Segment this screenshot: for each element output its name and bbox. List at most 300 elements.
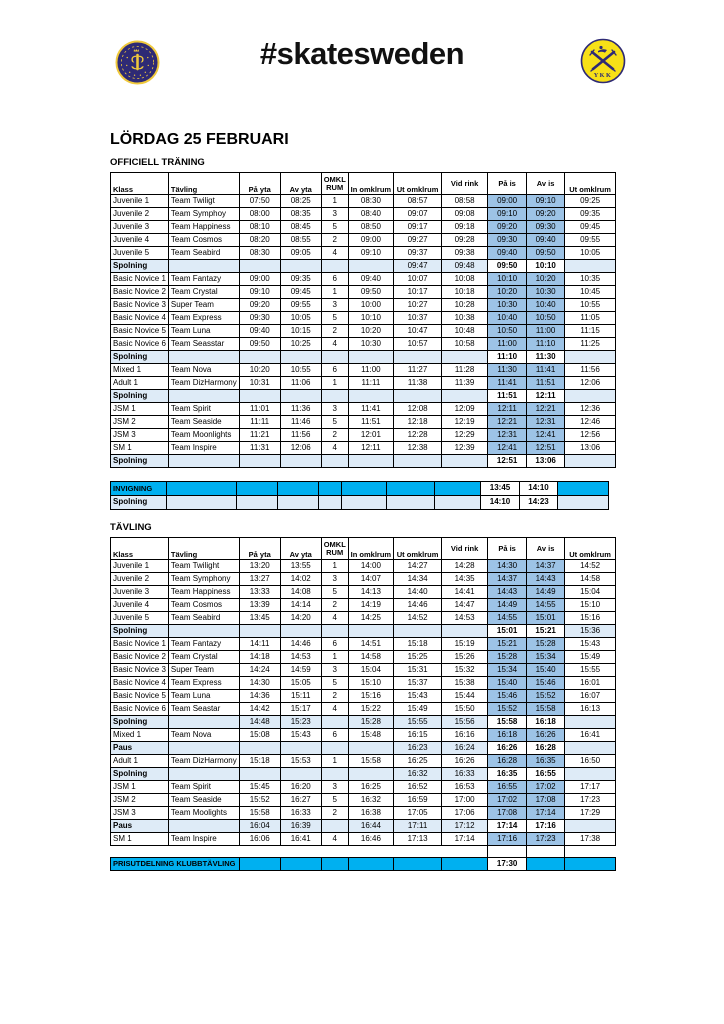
cell-tavling: Team Express (168, 312, 239, 325)
cell-klass: Adult 1 (111, 377, 169, 390)
cell-ut-omklrum: 09:27 (394, 234, 442, 247)
cell-omkl-rum: 3 (321, 573, 348, 586)
cell-pa-is: 16:26 (488, 742, 527, 755)
cell-klass: Juvenile 1 (111, 560, 169, 573)
cell-tavling: Team Seasstar (168, 338, 239, 351)
officiell-traning-table (110, 172, 616, 468)
cell-av-is: 11:30 (527, 351, 565, 364)
cell-av-yta: 08:25 (280, 195, 321, 208)
cell-av-yta: 16:27 (280, 794, 321, 807)
break-row (111, 820, 616, 833)
cell-av-yta: 09:55 (280, 299, 321, 312)
team-row (111, 325, 616, 338)
event-row (111, 858, 616, 871)
cell-omkl-rum (321, 742, 348, 755)
col-header-av-yta: Av yta (280, 538, 321, 560)
cell-ut-omklrum: 15:55 (394, 716, 442, 729)
cell-vid-rink (442, 858, 488, 871)
cell-av-is: 09:30 (527, 221, 565, 234)
gap-row (111, 846, 616, 858)
cell-omkl-rum (319, 482, 342, 496)
cell-pa-is: 15:28 (488, 651, 527, 664)
cell-tavling (168, 455, 239, 468)
col-header-vid-rink: Vid rink (442, 538, 488, 560)
col-header-in-omklrum: In omklrum (348, 538, 393, 560)
cell-vid-rink: 15:38 (442, 677, 488, 690)
cell-ut-omklrum-2: 12:36 (565, 403, 616, 416)
col-header-omkl-rum: OMKL RUM (321, 173, 348, 195)
cell-vid-rink: 16:24 (442, 742, 488, 755)
cell-klass: Juvenile 5 (111, 612, 169, 625)
cell-pa-is: 14:10 (481, 496, 520, 510)
cell-pa-is: 16:28 (488, 755, 527, 768)
cell-omkl-rum: 6 (321, 273, 348, 286)
cell-pa-yta: 08:30 (239, 247, 280, 260)
cell-vid-rink: 15:26 (442, 651, 488, 664)
cell-av-yta: 11:56 (280, 429, 321, 442)
cell-av-is: 12:21 (527, 403, 565, 416)
cell-pa-yta (239, 455, 280, 468)
cell-pa-yta: 11:11 (239, 416, 280, 429)
cell-vid-rink: 15:56 (442, 716, 488, 729)
cell-klass: Basic Novice 2 (111, 286, 169, 299)
cell-pa-is: 10:40 (488, 312, 527, 325)
cell-ut-omklrum-2: 15:36 (565, 625, 616, 638)
cell-av-yta: 15:23 (280, 716, 321, 729)
cell-av-yta: 09:45 (280, 286, 321, 299)
cell-pa-is: 10:10 (488, 273, 527, 286)
cell-klass: Spolning (111, 716, 169, 729)
cell-av-is: 15:40 (527, 664, 565, 677)
team-row (111, 364, 616, 377)
cell-av-yta: 15:53 (280, 755, 321, 768)
cell-ut-omklrum-2 (565, 716, 616, 729)
col-header-pa-is: På is (488, 538, 527, 560)
cell-klass: Basic Novice 6 (111, 338, 169, 351)
cell-av-is: 13:06 (527, 455, 565, 468)
cell-ut-omklrum: 14:34 (394, 573, 442, 586)
cell-ut-omklrum: 15:43 (394, 690, 442, 703)
cell-pa-yta: 08:00 (239, 208, 280, 221)
cell-pa-yta: 07:50 (239, 195, 280, 208)
cell-in-omklrum: 16:38 (348, 807, 393, 820)
cell-tavling: Team Seaside (168, 416, 239, 429)
cell-av-is: 15:28 (527, 638, 565, 651)
cell-in-omklrum: 15:04 (348, 664, 393, 677)
cell-tavling: Team Twiligt (168, 195, 239, 208)
cell-in-omklrum: 12:01 (348, 429, 393, 442)
cell-av-yta: 14:02 (280, 573, 321, 586)
cell-tavling: Team Seaside (168, 794, 239, 807)
cell-ut-omklrum (394, 390, 442, 403)
cell-vid-rink: 12:39 (442, 442, 488, 455)
cell-vid-rink: 10:08 (442, 273, 488, 286)
cell-tavling: Team Crystal (168, 651, 239, 664)
cell-av-yta: 14:08 (280, 586, 321, 599)
cell-omkl-rum (321, 625, 348, 638)
cell-av-is: 14:43 (527, 573, 565, 586)
cell-omkl-rum (319, 496, 342, 510)
cell-vid-rink: 11:39 (442, 377, 488, 390)
cell-av-is: 16:55 (527, 768, 565, 781)
cell-pa-yta: 14:24 (239, 664, 280, 677)
team-row (111, 273, 616, 286)
cell-in-omklrum: 15:58 (348, 755, 393, 768)
cell-av-yta: 10:05 (280, 312, 321, 325)
cell-in-omklrum: 16:25 (348, 781, 393, 794)
cell-ut-omklrum (394, 858, 442, 871)
cell-klass: Basic Novice 1 (111, 638, 169, 651)
cell-in-omklrum: 15:22 (348, 703, 393, 716)
cell-in-omklrum: 14:13 (348, 586, 393, 599)
col-header-pa-yta: På yta (239, 538, 280, 560)
col-header-omkl-rum: OMKL RUM (321, 538, 348, 560)
cell-pa-is: 17:02 (488, 794, 527, 807)
team-row (111, 195, 616, 208)
cell-in-omklrum (342, 496, 387, 510)
team-row (111, 677, 616, 690)
cell-ut-omklrum-2: 09:25 (565, 195, 616, 208)
cell-av-is: 12:31 (527, 416, 565, 429)
cell-ut-omklrum-2: 15:49 (565, 651, 616, 664)
cell-pa-yta: 09:10 (239, 286, 280, 299)
cell-pa-is: 14:30 (488, 560, 527, 573)
cell-vid-rink: 14:41 (442, 586, 488, 599)
cell-av-is: 11:41 (527, 364, 565, 377)
cell-pa-is: 10:30 (488, 299, 527, 312)
col-header-vid-rink: Vid rink (442, 173, 488, 195)
cell-klass: Spolning (111, 496, 167, 510)
cell-klass: Spolning (111, 768, 169, 781)
cell-ut-omklrum: 14:40 (394, 586, 442, 599)
cell-av-is: 17:14 (527, 807, 565, 820)
cell-pa-yta: 10:31 (239, 377, 280, 390)
team-row (111, 208, 616, 221)
cell-pa-is: 10:20 (488, 286, 527, 299)
cell-ut-omklrum (387, 482, 435, 496)
cell-ut-omklrum (394, 351, 442, 364)
team-row (111, 312, 616, 325)
cell-av-is: 14:23 (520, 496, 558, 510)
cell-av-yta (280, 260, 321, 273)
club-logo-text: YKK (593, 72, 613, 79)
cell-tavling: Team Symphoy (168, 208, 239, 221)
team-row (111, 338, 616, 351)
cell-klass: Basic Novice 3 (111, 664, 169, 677)
cell-ut-omklrum-2: 14:58 (565, 573, 616, 586)
col-header-ut-omklrum-2: Ut omklrum (565, 538, 616, 560)
cell-vid-rink: 09:28 (442, 234, 488, 247)
cell-ut-omklrum: 12:28 (394, 429, 442, 442)
cell-av-yta: 08:45 (280, 221, 321, 234)
cell-pa-yta: 14:36 (239, 690, 280, 703)
cell-pa-is: 13:45 (481, 482, 520, 496)
cell-ut-omklrum: 09:17 (394, 221, 442, 234)
cell-pa-is: 09:50 (488, 260, 527, 273)
cell-vid-rink: 12:19 (442, 416, 488, 429)
cell-av-yta: 15:43 (280, 729, 321, 742)
cell-vid-rink (442, 625, 488, 638)
cell-av-yta: 08:55 (280, 234, 321, 247)
cell-ut-omklrum: 12:18 (394, 416, 442, 429)
cell-vid-rink: 14:28 (442, 560, 488, 573)
cell-in-omklrum: 15:16 (348, 690, 393, 703)
cell-av-yta: 15:05 (280, 677, 321, 690)
cell-av-yta: 10:55 (280, 364, 321, 377)
cell-av-is: 11:10 (527, 338, 565, 351)
club-logo (580, 38, 626, 84)
cell-ut-omklrum-2 (565, 260, 616, 273)
col-header-tavling: Tävling (168, 173, 239, 195)
break-row (111, 260, 616, 273)
cell-av-yta: 16:20 (280, 781, 321, 794)
cell-tavling: Team DizHarmony (168, 755, 239, 768)
cell-klass: Basic Novice 2 (111, 651, 169, 664)
cell-tavling (168, 390, 239, 403)
cell-pa-is: 09:10 (488, 208, 527, 221)
cell-klass: Basic Novice 4 (111, 312, 169, 325)
cell-ut-omklrum: 10:27 (394, 299, 442, 312)
cell-av-yta: 11:46 (280, 416, 321, 429)
cell-omkl-rum: 2 (321, 234, 348, 247)
cell-klass: JSM 1 (111, 781, 169, 794)
cell-tavling (168, 351, 239, 364)
cell-pa-yta: 08:10 (239, 221, 280, 234)
cell-av-is: 12:51 (527, 442, 565, 455)
cell-in-omklrum: 15:28 (348, 716, 393, 729)
cell-pa-is: 14:55 (488, 612, 527, 625)
cell-ut-omklrum: 11:38 (394, 377, 442, 390)
cell-tavling: Team Express (168, 677, 239, 690)
cell-omkl-rum: 1 (321, 651, 348, 664)
cell-av-is: 11:00 (527, 325, 565, 338)
cell-omkl-rum (321, 260, 348, 273)
cell-in-omklrum: 14:25 (348, 612, 393, 625)
team-row (111, 573, 616, 586)
cell-ut-omklrum (394, 455, 442, 468)
cell-in-omklrum: 09:50 (348, 286, 393, 299)
cell-av-is (527, 858, 565, 871)
cell-ut-omklrum-2: 11:15 (565, 325, 616, 338)
cell-av-is (527, 846, 565, 858)
team-row (111, 599, 616, 612)
cell-omkl-rum: 2 (321, 325, 348, 338)
break-row (111, 455, 616, 468)
cell-vid-rink: 10:18 (442, 286, 488, 299)
cell-omkl-rum: 2 (321, 690, 348, 703)
cell-klass: JSM 2 (111, 416, 169, 429)
col-header-klass: Klass (111, 538, 169, 560)
cell-av-yta: 13:55 (280, 560, 321, 573)
cell-vid-rink: 09:48 (442, 260, 488, 273)
cell-omkl-rum: 2 (321, 807, 348, 820)
cell-av-is: 14:49 (527, 586, 565, 599)
col-header-av-is: Av is (527, 538, 565, 560)
cell-pa-is: 09:30 (488, 234, 527, 247)
team-row (111, 794, 616, 807)
cell-ut-omklrum-2: 10:55 (565, 299, 616, 312)
cell-vid-rink: 08:58 (442, 195, 488, 208)
cell-av-yta: 14:20 (280, 612, 321, 625)
cell-tavling (168, 820, 239, 833)
cell-av-is: 12:11 (527, 390, 565, 403)
cell-tavling: Super Team (168, 299, 239, 312)
cell-ut-omklrum: 12:38 (394, 442, 442, 455)
cell-ut-omklrum-2: 12:56 (565, 429, 616, 442)
cell-klass: Juvenile 3 (111, 221, 169, 234)
cell-pa-yta: 08:20 (239, 234, 280, 247)
cell-ut-omklrum: 10:07 (394, 273, 442, 286)
cell-klass: Basic Novice 3 (111, 299, 169, 312)
cell-av-yta: 16:41 (280, 833, 321, 846)
cell-pa-yta: 09:20 (239, 299, 280, 312)
cell-pa-yta: 10:20 (239, 364, 280, 377)
cell-tavling (168, 716, 239, 729)
cell-av-yta: 14:59 (280, 664, 321, 677)
cell-vid-rink: 15:50 (442, 703, 488, 716)
cell-ut-omklrum: 17:11 (394, 820, 442, 833)
cell-tavling (168, 742, 239, 755)
cell-ut-omklrum-2: 16:07 (565, 690, 616, 703)
cell-pa-is: 14:49 (488, 599, 527, 612)
cell-pa-yta: 15:18 (239, 755, 280, 768)
cell-omkl-rum (321, 351, 348, 364)
cell-pa-yta: 11:31 (239, 442, 280, 455)
cell-in-omklrum (342, 482, 387, 496)
cell-tavling: Team Seabird (168, 247, 239, 260)
col-header-in-omklrum: In omklrum (348, 173, 393, 195)
cell-av-is: 10:30 (527, 286, 565, 299)
cell-pa-yta (239, 768, 280, 781)
cell-pa-yta: 09:40 (239, 325, 280, 338)
cell-omkl-rum: 5 (321, 221, 348, 234)
col-header-ut-omklrum: Ut omklrum (394, 538, 442, 560)
cell-pa-yta (239, 260, 280, 273)
cell-av-yta: 12:06 (280, 442, 321, 455)
cell-ut-omklrum: 09:47 (394, 260, 442, 273)
cell-klass: Paus (111, 742, 169, 755)
cell-av-yta: 09:35 (280, 273, 321, 286)
cell-ut-omklrum: 10:37 (394, 312, 442, 325)
cell-klass: JSM 3 (111, 429, 169, 442)
cell-ut-omklrum: 14:27 (394, 560, 442, 573)
cell-tavling (168, 625, 239, 638)
cell-pa-yta: 14:11 (239, 638, 280, 651)
cell-pa-is: 15:52 (488, 703, 527, 716)
cell-klass: Juvenile 2 (111, 573, 169, 586)
cell-av-is: 15:52 (527, 690, 565, 703)
team-row (111, 690, 616, 703)
cell-omkl-rum: 6 (321, 638, 348, 651)
cell-pa-is: 15:34 (488, 664, 527, 677)
cell-av-is: 09:50 (527, 247, 565, 260)
cell-vid-rink: 10:48 (442, 325, 488, 338)
cell-pa-is (488, 846, 527, 858)
cell-in-omklrum: 10:10 (348, 312, 393, 325)
col-header-pa-yta: På yta (239, 173, 280, 195)
cell-av-yta: 16:39 (280, 820, 321, 833)
cell-vid-rink: 14:35 (442, 573, 488, 586)
cell-omkl-rum: 3 (321, 664, 348, 677)
cell-vid-rink: 15:19 (442, 638, 488, 651)
cell-tavling: Team Luna (168, 690, 239, 703)
cell-pa-yta: 14:48 (239, 716, 280, 729)
cell-av-yta: 14:53 (280, 651, 321, 664)
cell-tavling: Team Nova (168, 729, 239, 742)
cell-vid-rink: 09:38 (442, 247, 488, 260)
cell-ut-omklrum-2: 12:46 (565, 416, 616, 429)
cell-omkl-rum: 5 (321, 677, 348, 690)
cell-pa-yta: 15:45 (239, 781, 280, 794)
cell-omkl-rum: 2 (321, 429, 348, 442)
cell-ut-omklrum-2 (565, 455, 616, 468)
cell-pa-yta: 13:33 (239, 586, 280, 599)
cell-pa-yta: 11:21 (239, 429, 280, 442)
cell-vid-rink: 14:47 (442, 599, 488, 612)
cell-ut-omklrum-2: 14:52 (565, 560, 616, 573)
cell-in-omklrum (348, 858, 393, 871)
cell-vid-rink: 15:44 (442, 690, 488, 703)
cell-pa-is: 11:41 (488, 377, 527, 390)
cell-klass: Juvenile 5 (111, 247, 169, 260)
cell-omkl-rum: 1 (321, 560, 348, 573)
cell-ut-omklrum: 15:31 (394, 664, 442, 677)
cell-omkl-rum: 1 (321, 286, 348, 299)
cell-ut-omklrum: 16:52 (394, 781, 442, 794)
cell-vid-rink: 12:09 (442, 403, 488, 416)
cell-ut-omklrum: 15:18 (394, 638, 442, 651)
cell-ut-omklrum-2: 15:10 (565, 599, 616, 612)
cell-klass: Mixed 1 (111, 729, 169, 742)
col-header-klass: Klass (111, 173, 169, 195)
cell-vid-rink: 09:08 (442, 208, 488, 221)
cell-ut-omklrum: 16:23 (394, 742, 442, 755)
cell-ut-omklrum: 14:46 (394, 599, 442, 612)
cell-omkl-rum: 1 (321, 377, 348, 390)
cell-av-yta (280, 351, 321, 364)
cell-tavling: Team Cosmos (168, 234, 239, 247)
cell-ut-omklrum: 16:15 (394, 729, 442, 742)
team-row (111, 729, 616, 742)
cell-av-is: 14:37 (527, 560, 565, 573)
cell-omkl-rum: 3 (321, 208, 348, 221)
break-row (111, 768, 616, 781)
cell-klass: Paus (111, 820, 169, 833)
cell-pa-yta (239, 742, 280, 755)
cell-omkl-rum (321, 858, 348, 871)
cell-ut-omklrum-2: 17:38 (565, 833, 616, 846)
cell-pa-yta: 15:58 (239, 807, 280, 820)
cell-omkl-rum: 6 (321, 729, 348, 742)
cell-klass: Spolning (111, 455, 169, 468)
team-row (111, 247, 616, 260)
cell-tavling: Team Inspire (168, 833, 239, 846)
cell-pa-is: 11:30 (488, 364, 527, 377)
col-header-av-yta: Av yta (280, 173, 321, 195)
cell-av-yta: 10:25 (280, 338, 321, 351)
cell-av-is: 10:40 (527, 299, 565, 312)
cell-ut-omklrum: 16:25 (394, 755, 442, 768)
cell-klass: Juvenile 2 (111, 208, 169, 221)
cell-av-is: 17:08 (527, 794, 565, 807)
cell-tavling: Team Moolights (168, 807, 239, 820)
cell-ut-omklrum-2: 15:43 (565, 638, 616, 651)
cell-av-is: 15:01 (527, 612, 565, 625)
cell-av-is: 16:18 (527, 716, 565, 729)
cell-ut-omklrum-2: 10:05 (565, 247, 616, 260)
cell-omkl-rum: 4 (321, 833, 348, 846)
cell-klass: SM 1 (111, 833, 169, 846)
